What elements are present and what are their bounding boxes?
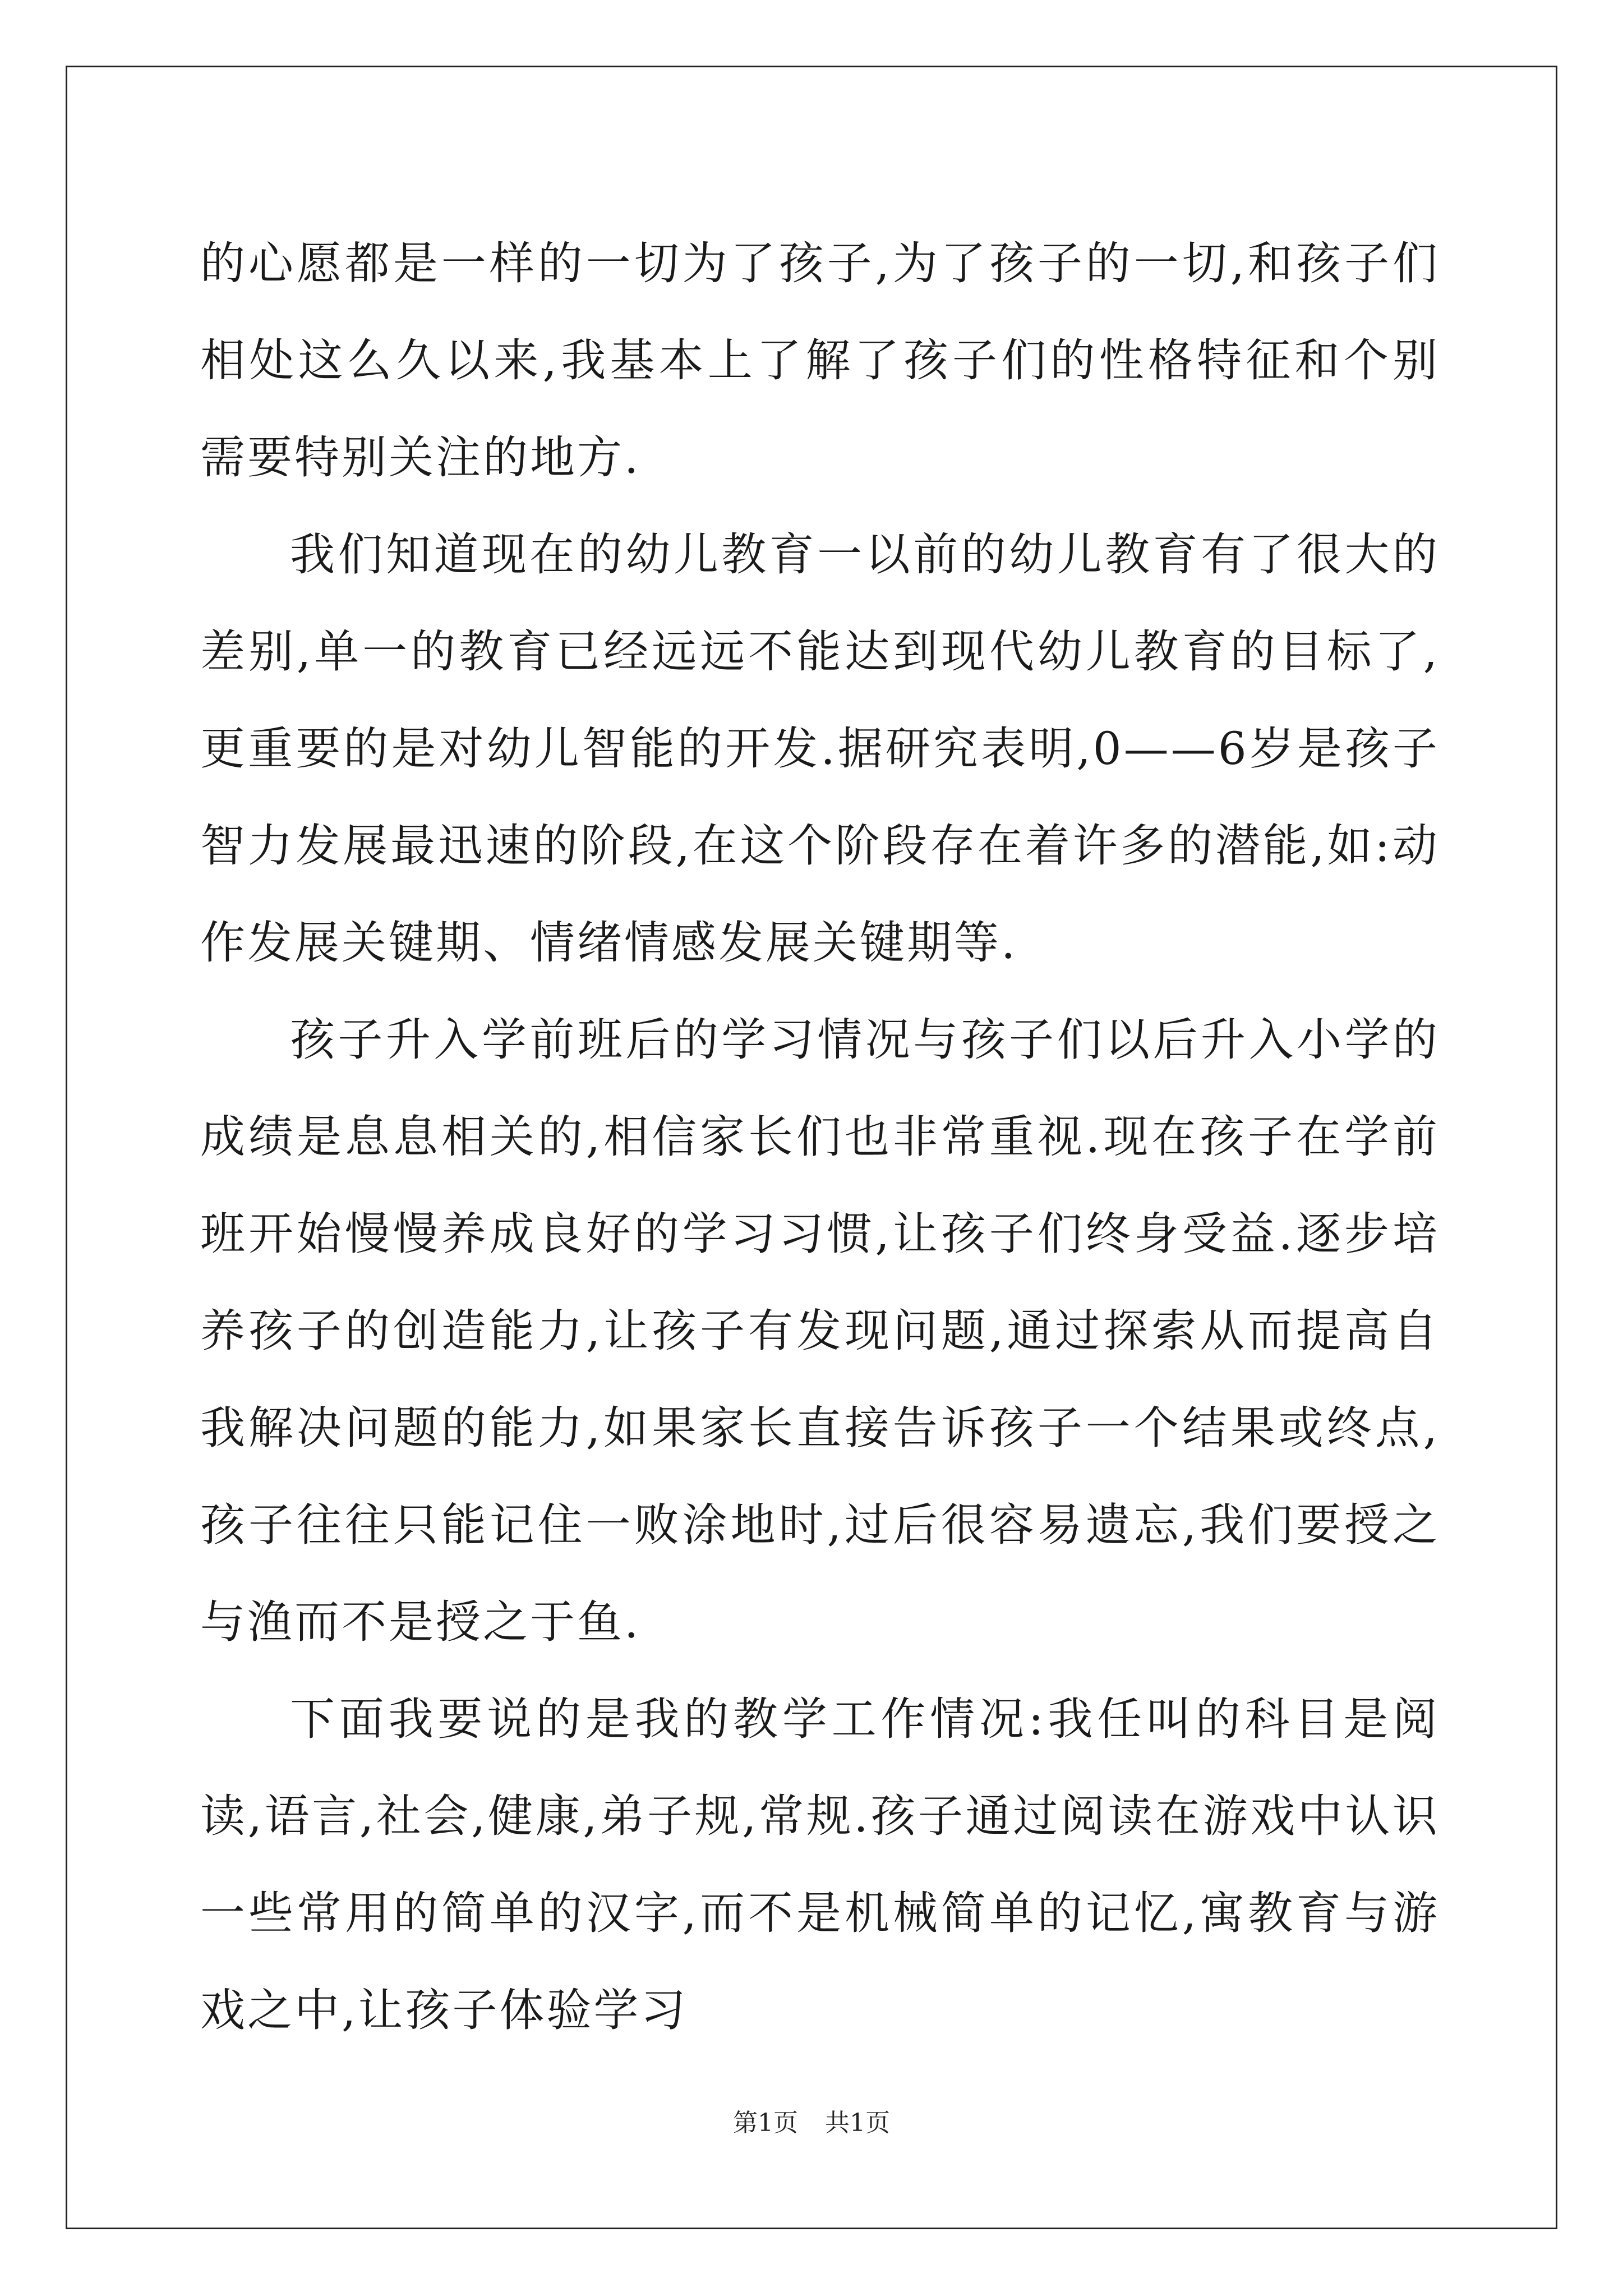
page-total: 共1页 — [825, 2109, 890, 2137]
document-body — [200, 215, 1440, 2059]
paragraph-3: 孩子升入学前班后的学习情况与孩子们以后升入小学的成绩是息息相关的,相信家长们也非常重视.现在孩子在学前班开始慢慢养成良好的学习习惯,让孩子们终身受益.逐步培养孩子的创造能力,让孩子有发现问题,通过探索从而提高自我解决问题的能力,如果家长直接告诉孩子一个结果或终点,孩子往往只能记住一败涂地时,过后很容易遗忘,我们要授之与渔而不是授之于鱼. — [200, 1014, 1440, 1648]
paragraph-1: 的心愿都是一样的一切为了孩子,为了孩子的一切,和孩子们相处这么久以来,我基本上了解了孩子们的性格特征和个别需要特别关注的地方. — [200, 237, 1440, 484]
page-number: 第1页 — [733, 2109, 798, 2137]
paragraph-2: 我们知道现在的幼儿教育一以前的幼儿教育有了很大的差别,单一的教育已经远远不能达到现代幼儿教育的目标了,更重要的是对幼儿智能的开发.据研究表明,0——6岁是孩子智力发展最迅速的阶段,在这个阶段存在着许多的潜能,如:动作发展关键期、情绪情感发展关键期等. — [200, 528, 1440, 969]
page-footer — [0, 2106, 1623, 2140]
paragraph-4: 下面我要说的是我的教学工作情况:我任叫的科目是阅读,语言,社会,健康,弟子规,常规.孩子通过阅读在游戏中认识一些常用的简单的汉字,而不是机械简单的记忆,寓教育与游戏之中,让孩子体验学习 — [200, 1693, 1440, 2036]
